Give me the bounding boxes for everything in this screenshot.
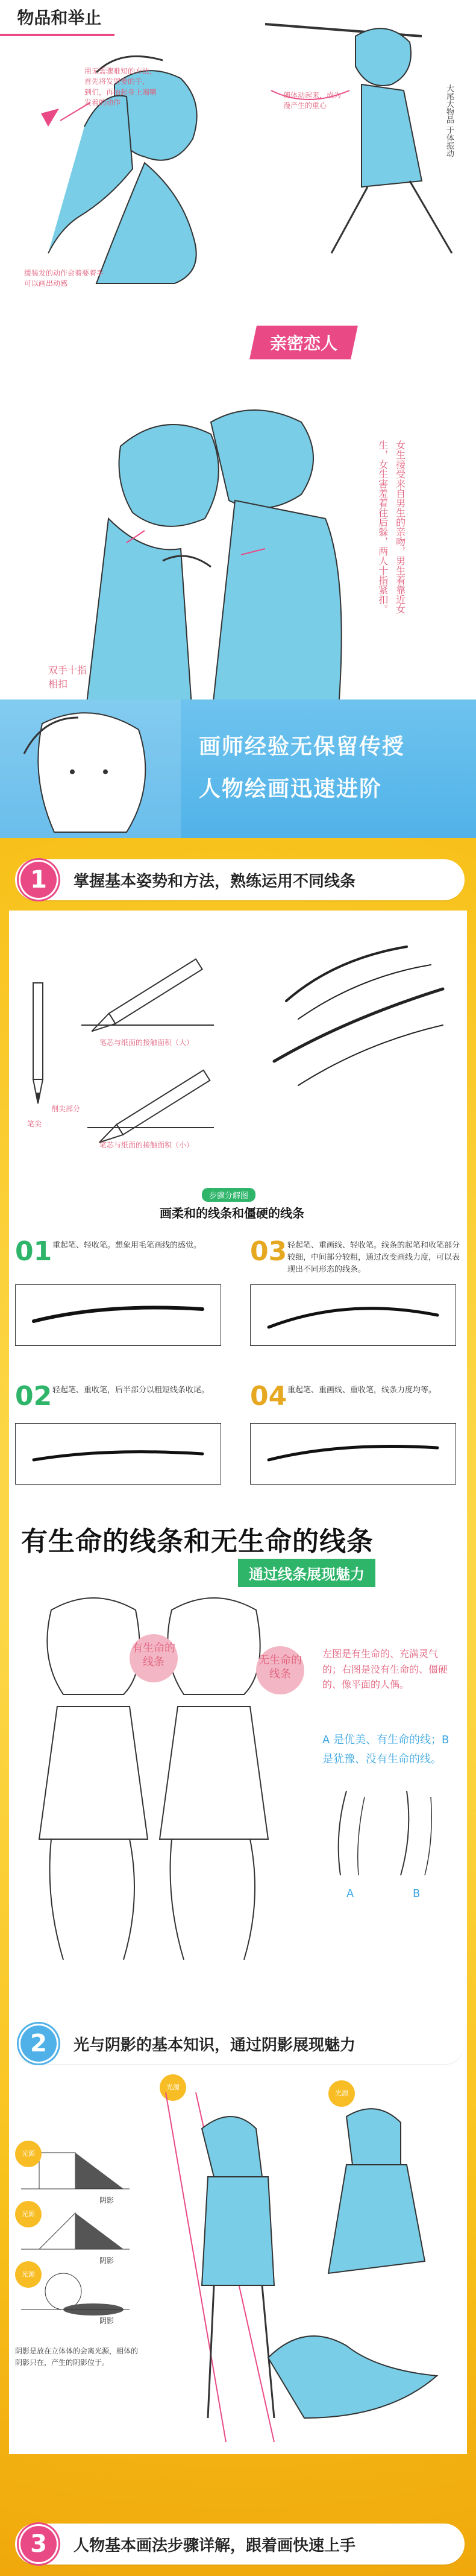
card-text: 重起笔、轻收笔。想象用毛笔画线的感觉。	[52, 1241, 202, 1250]
light-source-label: 光源	[328, 2080, 355, 2107]
couple-section	[0, 362, 476, 736]
light-source-label: 光源	[15, 2261, 42, 2288]
note-line: 到们，再抬起身上端喇	[84, 87, 157, 96]
card-number: 04	[250, 1381, 287, 1412]
note-line: 发着的动作	[84, 98, 121, 107]
pencil-label-tip: 笔尖	[27, 1120, 42, 1128]
card-text: 轻起笔、重收笔，后半部分以粗短线条收尾。	[52, 1386, 210, 1395]
step-number: 1	[20, 862, 57, 898]
life-title: 有生命的线条和无生命的线条	[21, 1526, 374, 1557]
shadow-note: 阴影是放在立体体的会离光源，相体的阴影只在，产生的阴影位于。	[15, 2347, 139, 2367]
stroke-sample-box	[250, 1284, 456, 1346]
note-sword	[283, 90, 341, 112]
heading-text: 亲密恋人	[270, 333, 338, 353]
step-number: 2	[20, 2025, 57, 2062]
shadow-label: 阴影	[99, 2317, 114, 2325]
girl-with-sword-illustration	[265, 0, 470, 289]
note-hair-motion	[24, 268, 104, 289]
step-3-pill	[15, 2524, 465, 2565]
note-line: 双手十指	[48, 665, 87, 676]
note-line: 缓装发的动作会着要着手	[24, 269, 104, 277]
couple-kissing-illustration	[72, 398, 386, 736]
step-1-pill	[15, 859, 465, 900]
banner-line-2: 人物绘画迅速进阶	[199, 777, 383, 801]
note-vertical-couple: 女生接受来自男生的亲吻，男生着靠近女生，女生害羞着往后躲，两人十指紧扣。	[377, 440, 406, 614]
step-number: 3	[20, 2526, 57, 2562]
note-vertical-items: 大尾大物品 于体振动	[444, 84, 454, 158]
stroke-sample-box	[250, 1423, 456, 1485]
pencil-label-small: 笔芯与纸面的接触面积（小）	[99, 1141, 194, 1149]
shadow-figures-illustration	[148, 2092, 461, 2442]
life-badge: 通过线条展现魅力	[238, 1559, 375, 1587]
sample-strokes	[262, 935, 455, 1103]
section-heading-items	[0, 0, 122, 36]
note-line: 用无需骤难知的方法，	[84, 67, 157, 75]
stroke-sample-box	[15, 1284, 221, 1346]
note-line: 漫产生的重心	[283, 101, 327, 110]
step-2-panel	[9, 2068, 467, 2454]
shadow-label: 阴影	[99, 2256, 114, 2265]
note-line: 随体动起来，成为	[283, 91, 342, 99]
step-title: 掌握基本姿势和方法，熟练运用不同线条	[74, 873, 356, 891]
label-a: A	[346, 1887, 354, 1900]
label-b: B	[413, 1887, 421, 1900]
heading-text: 物品和举止	[17, 8, 102, 28]
pencil-label-large: 笔芯与纸面的接触面积（大）	[99, 1038, 194, 1047]
step-title: 人物基本画法步骤详解，跟着画快速上手	[74, 2537, 356, 2555]
card-text: 轻起笔、重画线、轻收笔。线条的起笔和收笔部分较细，中间部分较粗，通过改变画线力度，可以表现出不同形态的线条。	[287, 1241, 460, 1275]
section-heading-couple	[249, 326, 358, 359]
light-source-label: 光源	[15, 2141, 42, 2167]
step-1-panel	[9, 911, 467, 2104]
note-line: 首先将发型要的手，	[84, 77, 150, 86]
light-source-label: 光源	[160, 2074, 186, 2101]
bubble-living-lines: 有生命的线条	[130, 1634, 178, 1682]
ab-note: A 是优美、有生命的线；B 是犹豫、没有生命的线。	[322, 1734, 449, 1766]
step-2-pill	[15, 2023, 465, 2064]
note-line: 可以画出动感	[24, 279, 68, 288]
bubble-lifeless-lines: 无生命的线条	[256, 1646, 304, 1694]
life-description: 左图是有生命的、充满灵气的；右图是没有生命的、僵硬的、像平面的人偶。	[322, 1648, 448, 1691]
card-number: 01	[15, 1236, 52, 1267]
sub-title: 画柔和的线条和僵硬的线条	[160, 1206, 304, 1220]
note-line: 相扣	[48, 678, 68, 690]
card-number: 02	[15, 1381, 52, 1412]
note-hands-clasped	[48, 663, 87, 691]
light-source-label: 光源	[15, 2201, 42, 2227]
ab-line-samples	[322, 1785, 455, 1881]
banner-line-1: 画师经验无保留传授	[199, 734, 406, 759]
shadow-label: 阴影	[99, 2196, 114, 2205]
promo-banner	[0, 699, 476, 850]
pencil-label-shaved: 削尖部分	[51, 1105, 81, 1113]
step-title: 光与阴影的基本知识，通过阴影展现魅力	[74, 2036, 356, 2054]
sub-header-badge: 步骤分解图	[202, 1188, 255, 1202]
card-text: 重起笔、重画线、重收笔，线条力度均等。	[287, 1386, 437, 1395]
stroke-sample-box	[15, 1423, 221, 1485]
card-number: 03	[250, 1236, 287, 1267]
note-hand-motion	[84, 66, 157, 109]
girl-portrait-sketch	[0, 699, 181, 850]
